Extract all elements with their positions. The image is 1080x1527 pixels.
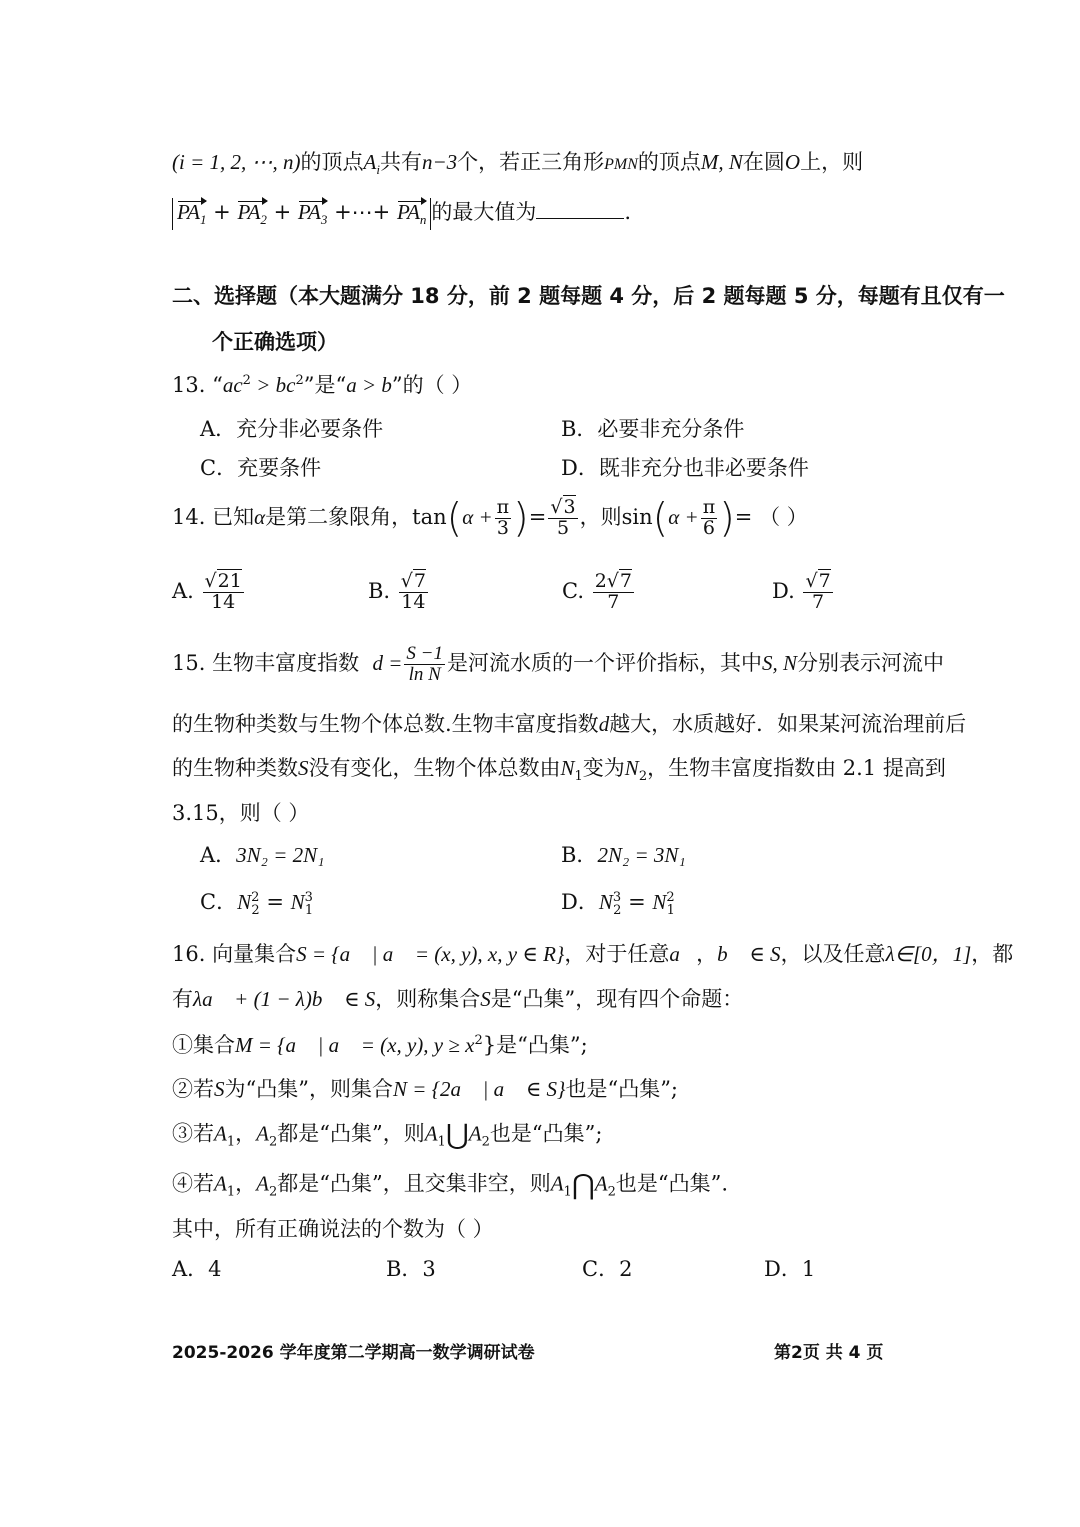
q15-line-4: 3.15，则（ ） bbox=[172, 801, 310, 825]
q16-proposition-4: ④若$A_1$，$A_2$都是“凸集”，且交集非空，则$A_1⋂A_2$也是“凸集”. bbox=[172, 1168, 729, 1201]
q16-proposition-3: ③若$A_1$，$A_2$都是“凸集”，则$A_1⋃A_2$也是“凸集”; bbox=[172, 1118, 603, 1151]
q16-line-2: 有λa⃗ + (1 − λ)b⃗ ∈ S，则称集合S是“凸集”，现有四个命题： bbox=[172, 987, 744, 1011]
answer-blank bbox=[536, 200, 624, 219]
carry-line-1: (i = 1, 2, ⋯, n)的顶点$A_i$共有n−3个，若正三角形PMN的顶点M, N在圆O上，则 bbox=[172, 150, 864, 178]
q16-option-b: B．3 bbox=[386, 1257, 436, 1281]
footer-page-number: 第2页 共 4 页 bbox=[774, 1343, 884, 1363]
q15-line-2: 的生物种类数与生物个体总数.生物丰富度指数d越大，水质越好．如果某河流治理前后 bbox=[172, 712, 967, 736]
q16-proposition-2: ②若S为“凸集”，则集合N = {2a⃗ | a⃗ ∈ S}也是“凸集”; bbox=[172, 1077, 678, 1101]
q15-line-3: 的生物种类数S没有变化，生物个体总数由$N_1$变为$N_2$，生物丰富度指数由 2.1 提高到 bbox=[172, 756, 946, 785]
q14-stem: 14. 已知α是第二象限角，tan(α + $\frac{\pi}{3}$ )= $\frac{√3}{5}$ ，则sin(α + $\frac{\pi}{6}$ )= （ ） bbox=[172, 495, 808, 542]
footer-exam-title: 2025-2026 学年度第二学期高一数学调研试卷 bbox=[172, 1343, 535, 1363]
q15-option-d: D．$N^3_2 = N^2_1$ bbox=[561, 890, 675, 919]
q13-stem: 13. “$ac^2 > bc^2$”是“a > b”的（ ） bbox=[172, 373, 473, 397]
q15-stem: 15. 生物丰富度指数 d = $\frac{S -1}{\text{ln N}}$ 是河流水质的一个评价指标，其中S, N分别表示河流中 bbox=[172, 643, 944, 685]
q13-option-c: C．充要条件 bbox=[200, 456, 322, 480]
q16-option-d: D．1 bbox=[764, 1257, 816, 1281]
q13-option-b: B．必要非充分条件 bbox=[561, 417, 745, 441]
q16-question: 其中，所有正确说法的个数为（ ） bbox=[172, 1217, 494, 1241]
section-2-heading-cont: 个正确选项） bbox=[212, 330, 338, 354]
q14-option-c: C. $\frac{2√7}{7}$ bbox=[562, 570, 632, 613]
q14-option-b: B. $\frac{√7}{14}$ bbox=[368, 570, 426, 613]
carry-line-2: $PA_1 + PA_2 + PA_3$ +⋯+ $PA_n$ 的最大值为 . bbox=[172, 198, 631, 230]
q13-option-a: A．充分非必要条件 bbox=[200, 417, 384, 441]
q15-option-b: B．2N₂ = 3N₁ bbox=[561, 843, 686, 867]
q16-option-a: A．4 bbox=[172, 1257, 222, 1281]
q16-option-c: C．2 bbox=[582, 1257, 633, 1281]
q16-proposition-1: ①集合M = {a⃗ | a⃗ = (x, y), $y \ge x^2$}是“凸集”; bbox=[172, 1033, 588, 1057]
index-range: (i = 1, 2, ⋯, n) bbox=[172, 150, 301, 174]
vector-sum-abs: $PA_1 + PA_2 + PA_3$ +⋯+ $PA_n$ bbox=[172, 198, 431, 230]
q14-option-a: A. $\frac{√21}{14}$ bbox=[172, 570, 242, 613]
q16-stem: 16. 向量集合S = {a⃗ | a⃗ = (x, y), x, y ∈ R}，对于任意a⃗，b⃗ ∈ S，以及任意λ∈[0，1]，都 bbox=[172, 942, 1014, 966]
q13-option-d: D．既非充分也非必要条件 bbox=[561, 456, 809, 480]
section-2-heading: 二、选择题（本大题满分 18 分，前 2 题每题 4 分，后 2 题每题 5 分，每题有且仅有一 bbox=[172, 284, 1005, 308]
q14-option-d: D. $\frac{√7}{7}$ bbox=[772, 570, 831, 613]
q15-option-a: A．3N₂ = 2N₁ bbox=[200, 843, 325, 867]
q15-option-c: C．$N^2_2 = N^3_1$ bbox=[200, 890, 314, 919]
